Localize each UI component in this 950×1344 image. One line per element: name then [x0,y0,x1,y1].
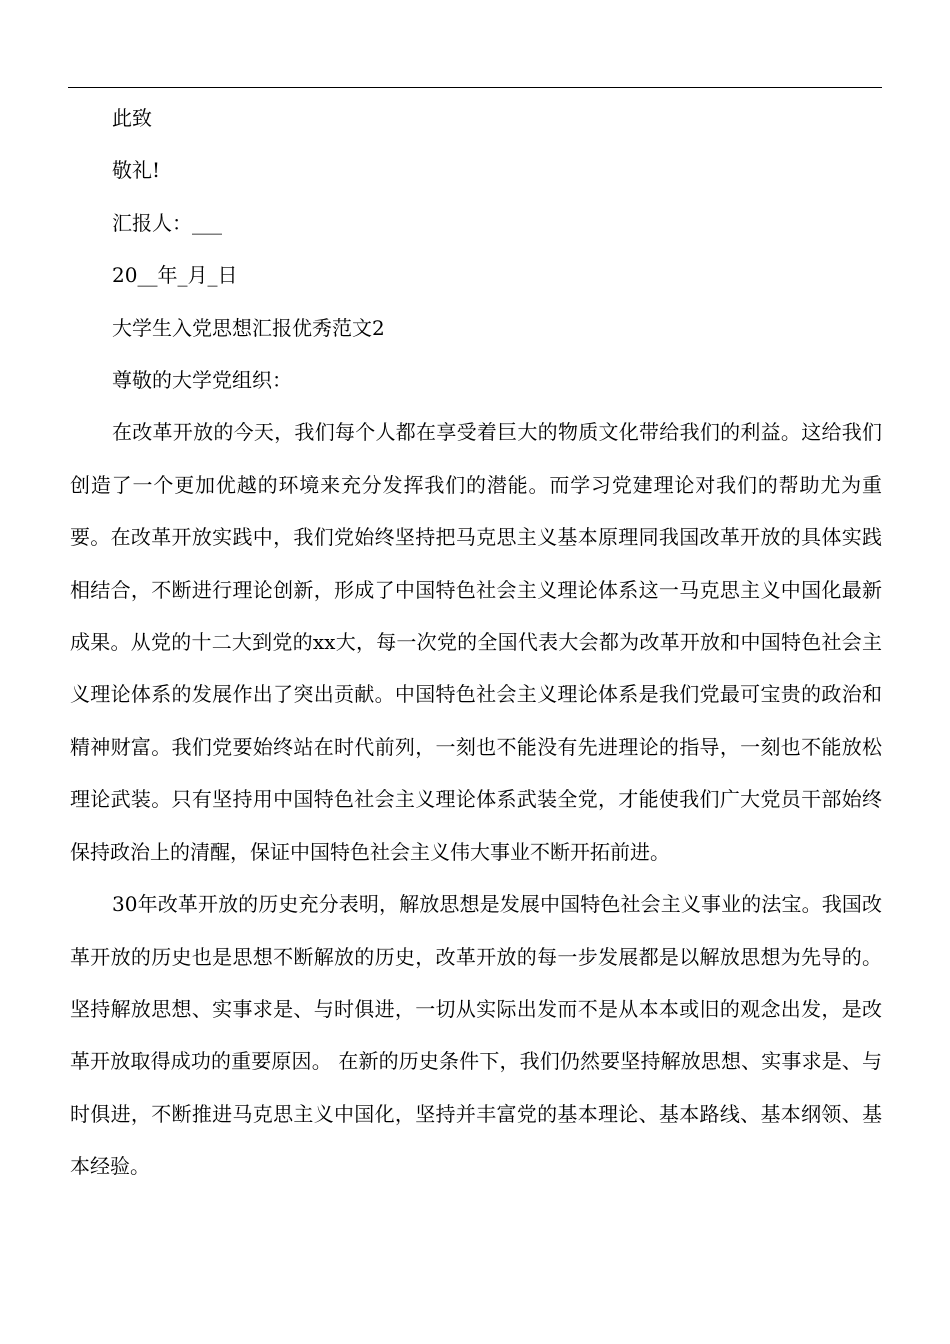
body-paragraph-2: 30年改革开放的历史充分表明，解放思想是发展中国特色社会主义事业的法宝。我国改革开放的历史也是思想不断解放的历史，改革开放的每一步发展都是以解放思想为先导的。坚持解放思想、实事求是、与时俱进，一切从实际出发而不是从本本或旧的观念出发，是改革开放取得成功的重要原因。 在新的历史条件下，我们仍然要坚持解放思想、实事求是、与时俱进，不断推进马克思主义中国化，坚持并丰富党的基本理论、基本路线、基本纲领、基本经验。 [70,892,882,1179]
closing-greeting: 此致 [112,106,152,130]
reporter-line: 汇报人：___ [112,210,222,235]
closing-salute: 敬礼! [112,158,161,183]
document-body [70,92,882,1193]
section-title: 大学生入党思想汇报优秀范文2 [112,315,385,340]
body-paragraph-1: 在改革开放的今天，我们每个人都在享受着巨大的物质文化带给我们的利益。这给我们创造了一个更加优越的环境来充分发挥我们的潜能。而学习党建理论对我们的帮助尤为重要。在改革开放实践中，我们党始终坚持把马克思主义基本原理同我国改革开放的具体实践相结合，不断进行理论创新，形成了中国特色社会主义理论体系这一马克思主义中国化最新成果。从党的十二大到党的xx大，每一次党的全国代表大会都为改革开放和中国特色社会主义理论体系的发展作出了突出贡献。中国特色社会主义理论体系是我们党最可宝贵的政治和精神财富。我们党要始终站在时代前列，一刻也不能没有先进理论的指导，一刻也不能放松理论武装。只有坚持用中国特色社会主义理论体系武装全党，才能使我们广大党员干部始终保持政治上的清醒，保证中国特色社会主义伟大事业不断开拓前进。 [70,420,882,864]
salutation: 尊敬的大学党组织： [112,368,292,393]
header-rule [68,87,882,88]
date-line: 20__年_月_日 [112,263,238,288]
